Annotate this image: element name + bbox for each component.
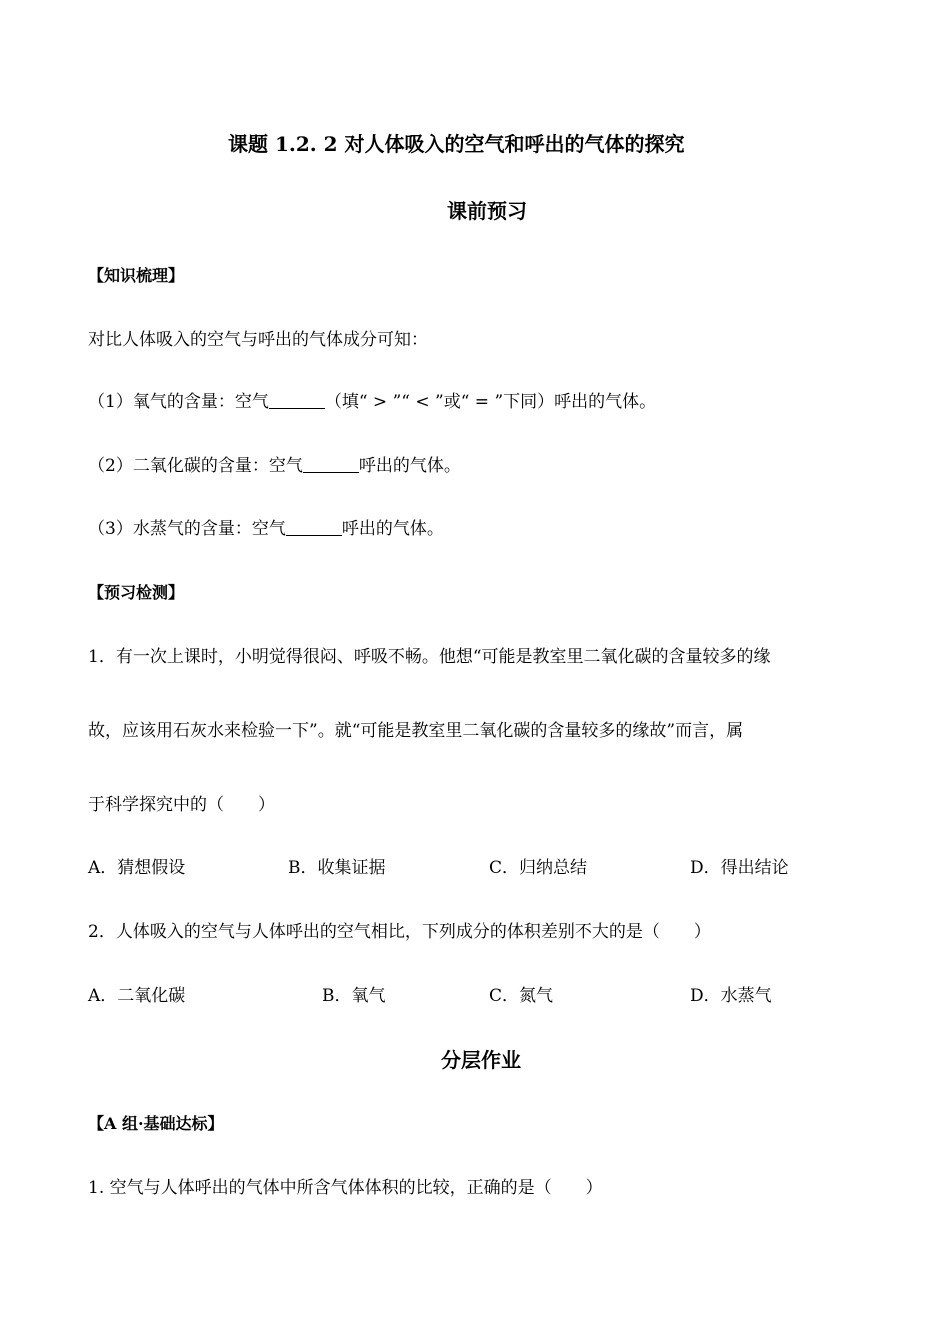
- item-prefix: （3）水蒸气的含量：空气: [88, 519, 286, 539]
- q2-option-a[interactable]: A．二氧化碳: [88, 986, 186, 1006]
- q1-option-c[interactable]: C．归纳总结: [489, 858, 588, 878]
- q1-line-1: 1．有一次上课时，小明觉得很闷、呼吸不畅。他想“可能是教室里二氧化碳的含量较多的缘: [88, 647, 771, 667]
- item-suffix: 呼出的气体。: [358, 456, 461, 476]
- group-a-heading: 【A 组·基础达标】: [88, 1114, 224, 1133]
- q1-option-b[interactable]: B．收集证据: [288, 858, 386, 878]
- intro-text: 对比人体吸入的空气与呼出的气体成分可知：: [88, 330, 428, 350]
- q2-option-d[interactable]: D．水蒸气: [690, 986, 772, 1006]
- q1-option-a[interactable]: A．猜想假设: [88, 858, 186, 878]
- check-heading: 【预习检测】: [88, 583, 185, 602]
- item-water-vapor: [88, 518, 444, 540]
- item-suffix: 呼出的气体。: [341, 519, 444, 539]
- q1-line-2: 故，应该用石灰水来检验一下”。就“可能是教室里二氧化碳的含量较多的缘故”而言，属: [88, 721, 744, 741]
- q1-line-3: 于科学探究中的（ ）: [88, 795, 275, 815]
- a-q1-text: 1. 空气与人体呼出的气体中所含气体体积的比较，正确的是（ ）: [88, 1178, 603, 1198]
- knowledge-heading: 【知识梳理】: [88, 266, 185, 285]
- answer-blank[interactable]: [286, 519, 342, 536]
- item-suffix: （填“ > ”“ < ”或“ = ”下同）呼出的气体。: [324, 392, 657, 412]
- item-prefix: （2）二氧化碳的含量：空气: [88, 456, 303, 476]
- q2-option-c[interactable]: C．氮气: [489, 986, 554, 1006]
- item-oxygen: [88, 391, 656, 413]
- item-prefix: （1）氧气的含量：空气: [88, 392, 269, 412]
- item-carbon-dioxide: [88, 455, 461, 477]
- q1-option-d[interactable]: D．得出结论: [690, 858, 789, 878]
- page-title: 课题 1.2. 2 对人体吸入的空气和呼出的气体的探究: [228, 132, 685, 156]
- homework-heading: 分层作业: [441, 1048, 521, 1072]
- q2-text: 2．人体吸入的空气与人体呼出的空气相比，下列成分的体积差别不大的是（ ）: [88, 922, 711, 942]
- q2-option-b[interactable]: B．氧气: [322, 986, 386, 1006]
- preview-heading: 课前预习: [447, 199, 527, 223]
- answer-blank[interactable]: [269, 392, 325, 409]
- answer-blank[interactable]: [303, 456, 359, 473]
